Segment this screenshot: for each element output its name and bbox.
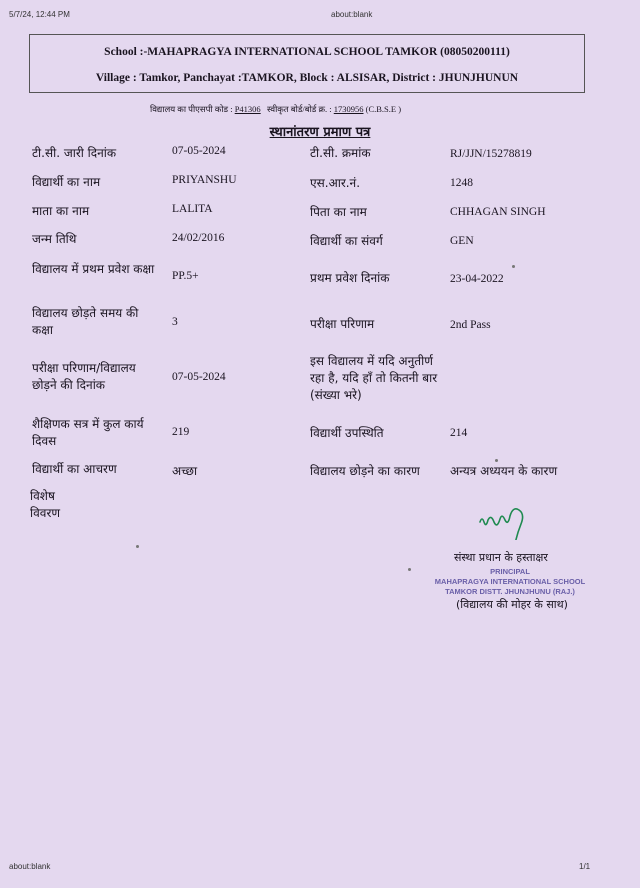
attendance-label: विद्यार्थी उपस्थिति: [310, 426, 384, 440]
category-label: विद्यार्थी का संवर्ग: [310, 234, 383, 248]
first-date-label: प्रथम प्रवेश दिनांक: [310, 271, 390, 285]
print-url-top: about:blank: [331, 10, 373, 19]
school-header-box: [29, 34, 585, 93]
dob-label: जन्म तिथि: [32, 232, 77, 246]
failed-times-label: इस विद्यालय में यदि अनुतीर्ण रहा है, यदि हाँ तो कितनी बार (संख्या भरे): [310, 354, 438, 402]
sr-number-value: 1248: [450, 177, 473, 189]
board-label: स्वीकृत बोर्ड/बोर्ड क्र. :: [267, 104, 332, 114]
first-class-label: विद्यालय में प्रथम प्रवेश कक्षा: [32, 262, 155, 276]
seal-caption: (विद्यालय की मोहर के साथ): [456, 598, 568, 611]
working-days-label: शैक्षिणक सत्र में कुल कार्य दिवस: [32, 417, 144, 448]
signature-caption: संस्था प्रधान के हस्ताक्षर: [454, 551, 548, 564]
mother-name-label: माता का नाम: [32, 204, 90, 218]
leaving-reason-label: विद्यालय छोड़ने का कारण: [310, 464, 420, 478]
exam-leave-date-value: 07-05-2024: [172, 371, 226, 383]
mother-name-value: LALITA: [172, 203, 213, 215]
exam-leave-date-label: परीक्षा परिणाम/विद्यालय छोड़ने की दिनांक: [32, 361, 136, 392]
stamp-line-school: MAHAPRAGYA INTERNATIONAL SCHOOL: [434, 577, 586, 586]
first-date-value: 23-04-2022: [450, 273, 504, 285]
first-class-value: PP.5+: [172, 270, 199, 282]
attendance-value: 214: [450, 427, 468, 439]
remarks-label: विशेष विवरण: [30, 489, 61, 520]
psp-label: विद्यालय का पीएसपी कोड :: [150, 104, 233, 114]
tc-number-value: RJ/JJN/15278819: [450, 148, 532, 160]
board-name: (C.B.S.E ): [365, 104, 402, 114]
exam-result-label: परीक्षा परिणाम: [310, 317, 375, 331]
school-name: School :-MAHAPRAGYA INTERNATIONAL SCHOOL TAMKOR (08050200111): [104, 46, 510, 58]
stamp-line-principal: PRINCIPAL: [490, 567, 530, 576]
stamp-line-location: TAMKOR DISTT. JHUNJHUNU (RAJ.): [445, 587, 575, 596]
psp-code: P41306: [234, 104, 261, 114]
print-url-bottom: about:blank: [9, 862, 51, 871]
leaving-class-label: विद्यालय छोड़ते समय की कक्षा: [32, 306, 139, 337]
tc-number-label: टी.सी. क्रमांक: [310, 146, 371, 160]
scan-speck: [408, 568, 411, 571]
category-value: GEN: [450, 235, 474, 247]
school-codes: [150, 104, 401, 115]
print-page-number: 1/1: [579, 862, 591, 871]
scan-speck: [512, 265, 515, 268]
print-datetime: 5/7/24, 12:44 PM: [9, 10, 70, 19]
conduct-label: विद्यार्थी का आचरण: [32, 462, 117, 476]
sr-number-label: एस.आर.नं.: [310, 176, 361, 190]
school-address: Village : Tamkor, Panchayat :TAMKOR, Block : ALSISAR, District : JHUNJHUNUN: [95, 72, 519, 84]
conduct-value: अच्छा: [172, 464, 198, 478]
student-name-label: विद्यार्थी का नाम: [32, 175, 101, 189]
leaving-class-value: 3: [172, 316, 178, 328]
working-days-value: 219: [172, 426, 190, 438]
leaving-reason-value: अन्यत्र अध्ययन के कारण: [450, 464, 558, 478]
father-name-label: पिता का नाम: [310, 205, 367, 219]
tc-issue-date-label: टी.सी. जारी दिनांक: [32, 146, 117, 160]
board-code: 1730956: [333, 104, 364, 114]
scan-speck: [136, 545, 139, 548]
father-name-value: CHHAGAN SINGH: [450, 206, 546, 218]
scan-speck: [495, 459, 498, 462]
student-name-value: PRIYANSHU: [172, 174, 237, 186]
exam-result-value: 2nd Pass: [450, 319, 491, 331]
tc-issue-date-value: 07-05-2024: [172, 145, 226, 157]
dob-value: 24/02/2016: [172, 232, 225, 244]
handwritten-signature: [474, 500, 564, 540]
page-title: स्थानांतरण प्रमाण पत्र: [269, 125, 371, 140]
